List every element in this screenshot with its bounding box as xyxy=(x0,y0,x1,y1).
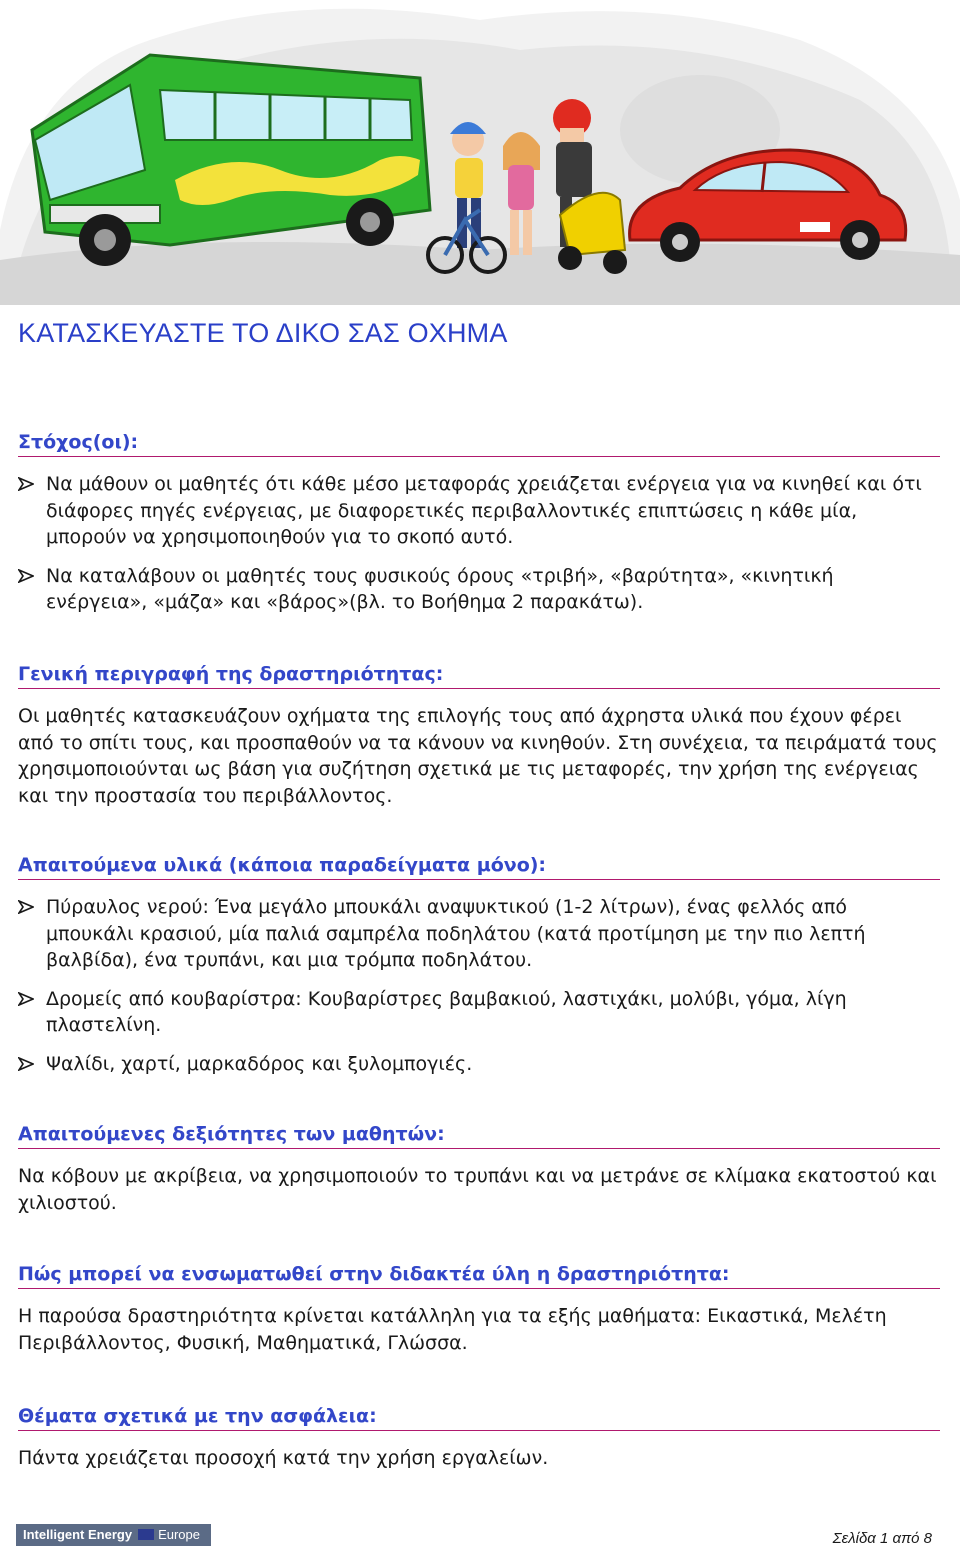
materials-heading: Απαιτούμενα υλικά (κάποια παραδείγματα μόνο): xyxy=(18,853,940,880)
list-item xyxy=(18,894,940,974)
skills-text: Να κόβουν με ακρίβεια, να χρησιμοποιούν το τρυπάνι και να μετράνε σε κλίμακα εκατοστού και χιλιοστού. xyxy=(18,1165,937,1214)
curriculum-heading: Πώς μπορεί να ενσωματωθεί στην διδακτέα ύλη η δραστηριότητα: xyxy=(18,1262,940,1289)
intelligent-energy-logo xyxy=(16,1524,211,1546)
description-section xyxy=(18,662,940,809)
page-title: ΚΑΤΑΣΚΕΥΑΣΤΕ ΤΟ ΔΙΚΟ ΣΑΣ ΟΧΗΜΑ xyxy=(18,318,508,348)
hero-illustration xyxy=(0,0,960,305)
material-text: Πύραυλος νερού: Ένα μεγάλο μπουκάλι αναψυκτικού (1-2 λίτρων), ένας φελλός από μπουκάλι κρασιού, μία παλιά σαμπρέλα ποδηλάτου (κατά προτίμηση με την πιο λεπτή βαλβίδα), ένα τρυπάνι, και μια τρόμπα ποδηλάτου. xyxy=(46,896,866,971)
list-item xyxy=(18,986,940,1039)
bullet-arrow-icon xyxy=(18,900,34,914)
objectives-heading: Στόχος(οι): xyxy=(18,430,940,457)
list-item xyxy=(18,1051,940,1078)
curriculum-section xyxy=(18,1262,940,1356)
eu-flag-icon xyxy=(138,1529,154,1540)
objective-text: Να μάθουν οι μαθητές ότι κάθε μέσο μεταφοράς χρειάζεται ενέργεια για να κινηθεί και ότι διάφορες πηγές ενέργειας, με διαφορετικές περιβαλλοντικές επιπτώσεις η κάθε μία, μπορούν να χρησιμοποιηθούν για το σκοπό αυτό. xyxy=(46,473,922,548)
material-text: Ψαλίδι, χαρτί, μαρκαδόρος και ξυλομπογιές. xyxy=(46,1052,473,1075)
bullet-arrow-icon xyxy=(18,992,34,1006)
materials-section xyxy=(18,853,940,1089)
list-item xyxy=(18,471,940,551)
logo-eu-text: Europe xyxy=(158,1527,200,1542)
safety-section xyxy=(18,1404,940,1472)
bullet-arrow-icon xyxy=(18,1057,34,1071)
list-item xyxy=(18,563,940,616)
objectives-list xyxy=(18,471,940,616)
objectives-section xyxy=(18,430,940,628)
logo-text: Intelligent Energy xyxy=(23,1527,133,1542)
skills-section xyxy=(18,1122,940,1216)
bullet-arrow-icon xyxy=(18,569,34,583)
page-number: Σελίδα 1 από 8 xyxy=(832,1530,932,1547)
objective-text: Να καταλάβουν οι μαθητές τους φυσικούς όρους «τριβή», «βαρύτητα», «κινητική ενέργεια», «μάζα» και «βάρος»(βλ. το Βοήθημα 2 παρακάτω). xyxy=(46,564,834,613)
safety-heading: Θέματα σχετικά με την ασφάλεια: xyxy=(18,1404,940,1431)
safety-text: Πάντα χρειάζεται προσοχή κατά την χρήση εργαλείων. xyxy=(18,1447,549,1469)
bullet-arrow-icon xyxy=(18,477,34,491)
curriculum-text: Η παρούσα δραστηριότητα κρίνεται κατάλληλη για τα εξής μαθήματα: Εικαστικά, Μελέτη Περιβάλλοντος, Φυσική, Μαθηματικά, Γλώσσα. xyxy=(18,1305,887,1354)
materials-list xyxy=(18,894,940,1077)
skills-heading: Απαιτούμενες δεξιότητες των μαθητών: xyxy=(18,1122,940,1149)
description-heading: Γενική περιγραφή της δραστηριότητας: xyxy=(18,662,940,689)
material-text: Δρομείς από κουβαρίστρα: Κουβαρίστρες βαμβακιού, λαστιχάκι, μολύβι, γόμα, λίγη πλαστελίνη. xyxy=(46,987,847,1036)
description-text: Οι μαθητές κατασκευάζουν οχήματα της επιλογής τους από άχρηστα υλικά που έχουν φέρει από το σπίτι τους, και προσπαθούν να τα κάνουν να κινηθούν. Στη συνέχεια, τα πειράματά τους χρησιμοποιούνται ως βάση για συζήτηση σχετικά με τις μεταφορές, την χρήση της ενέργειας και την προστασία του περιβάλλοντος. xyxy=(18,705,938,807)
